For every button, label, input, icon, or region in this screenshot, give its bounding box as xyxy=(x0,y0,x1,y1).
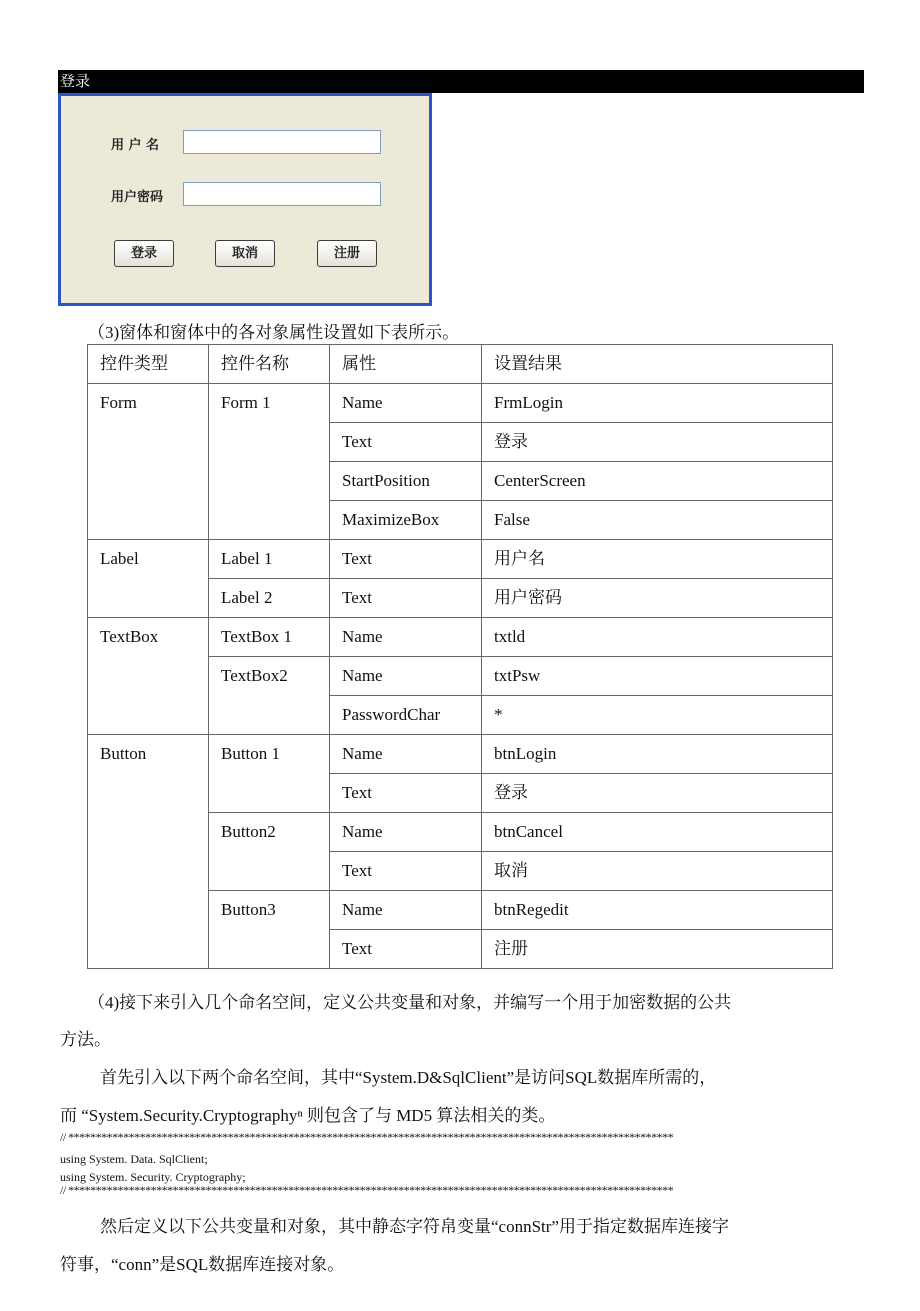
table-cell: Form xyxy=(88,384,209,540)
table-cell: Button 1 xyxy=(209,735,330,813)
paragraph-5-line-1: 首先引入以下两个命名空间，其中“System.D&SqlClient”是访问SQL数据库所需的， xyxy=(100,1068,717,1087)
table-cell: 用户密码 xyxy=(482,579,833,618)
table-cell: Label 1 xyxy=(209,540,330,579)
paragraph-6-line-1: 然后定义以下公共变量和对象，其中静态字符帛变量“connStr”用于指定数据库连接字 xyxy=(100,1217,729,1236)
table-cell: Text xyxy=(330,423,482,462)
table-cell: 取消 xyxy=(482,852,833,891)
table-cell: Name xyxy=(330,657,482,696)
password-input[interactable] xyxy=(183,182,381,206)
code-comment-bottom: // ************************************************************************************************************** xyxy=(60,1183,674,1197)
table-row xyxy=(88,384,833,423)
table-cell: Label 2 xyxy=(209,579,330,618)
table-cell: CenterScreen xyxy=(482,462,833,501)
table-cell: Text xyxy=(330,852,482,891)
header-cell: 设置结果 xyxy=(482,345,833,384)
login-button[interactable]: 登录 xyxy=(114,240,174,267)
paragraph-5-line-2: 而 “System.Security.Cryptographyⁿ 则包含了与 MD5 算法相关的类。 xyxy=(60,1106,556,1125)
password-label: 用户密码 xyxy=(111,190,164,205)
table-cell: txtPsw xyxy=(482,657,833,696)
table-caption: （3)窗体和窗体中的各对象属性设置如下表所示。 xyxy=(88,323,460,342)
table-cell: Name xyxy=(330,618,482,657)
header-cell: 属性 xyxy=(330,345,482,384)
table-cell: 用户名 xyxy=(482,540,833,579)
username-input[interactable] xyxy=(183,130,381,154)
table-cell: TextBox 1 xyxy=(209,618,330,657)
table-cell: Name xyxy=(330,384,482,423)
table-row xyxy=(88,540,833,579)
table-cell: Button3 xyxy=(209,891,330,969)
header-cell: 控件名称 xyxy=(209,345,330,384)
header-cell: 控件类型 xyxy=(88,345,209,384)
table-cell: MaximizeBox xyxy=(330,501,482,540)
table-cell: txtld xyxy=(482,618,833,657)
username-label: 用 户 名 xyxy=(111,138,160,153)
table-cell: Label xyxy=(88,540,209,618)
table-cell: Name xyxy=(330,891,482,930)
table-cell: Name xyxy=(330,813,482,852)
register-button[interactable]: 注册 xyxy=(317,240,377,267)
table-cell: 登录 xyxy=(482,423,833,462)
login-dialog xyxy=(58,93,432,306)
paragraph-4-line-2: 方法。 xyxy=(60,1030,111,1049)
table-cell: 注册 xyxy=(482,930,833,969)
cancel-button[interactable]: 取消 xyxy=(215,240,275,267)
table-row xyxy=(88,735,833,774)
table-row xyxy=(88,618,833,657)
table-cell: Text xyxy=(330,930,482,969)
table-cell: FrmLogin xyxy=(482,384,833,423)
dialog-title: 登录 xyxy=(60,72,91,90)
table-cell: False xyxy=(482,501,833,540)
table-cell: Button2 xyxy=(209,813,330,891)
table-cell: Button xyxy=(88,735,209,969)
table-cell: TextBox xyxy=(88,618,209,735)
code-line-1: using System. Data. SqlClient; xyxy=(60,1152,208,1166)
table-cell: btnCancel xyxy=(482,813,833,852)
table-cell: PasswordChar xyxy=(330,696,482,735)
table-cell: btnLogin xyxy=(482,735,833,774)
table-cell: Form 1 xyxy=(209,384,330,540)
code-line-2: using System. Security. Cryptography; xyxy=(60,1170,246,1184)
table-cell: Name xyxy=(330,735,482,774)
paragraph-6-line-2: 符事，“conn”是SQL数据库连接对象。 xyxy=(60,1255,345,1274)
table-cell: 登录 xyxy=(482,774,833,813)
paragraph-4-line-1: （4)接下来引入几个命名空间，定义公共变量和对象，并编写一个用于加密数据的公共 xyxy=(88,993,732,1012)
table-header-row xyxy=(88,345,833,384)
table-cell: TextBox2 xyxy=(209,657,330,735)
properties-table xyxy=(87,344,833,969)
code-comment-top: // ************************************************************************************************************** xyxy=(60,1130,674,1144)
table-cell: StartPosition xyxy=(330,462,482,501)
table-cell: * xyxy=(482,696,833,735)
table-cell: Text xyxy=(330,540,482,579)
table-cell: Text xyxy=(330,774,482,813)
table-cell: Text xyxy=(330,579,482,618)
table-cell: btnRegedit xyxy=(482,891,833,930)
dialog-title-bar xyxy=(58,70,864,93)
